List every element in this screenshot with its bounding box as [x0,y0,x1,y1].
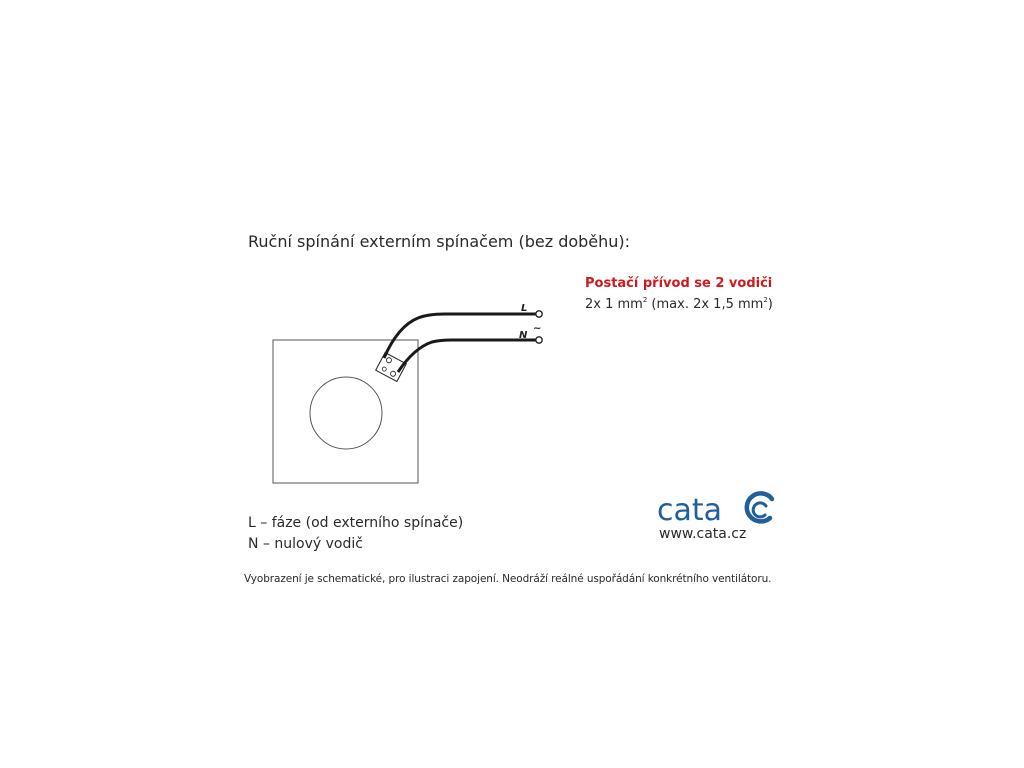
legend-n: N – nulový vodič [248,536,363,552]
wire-n [398,340,536,372]
spec-exponent-1: 2 [642,296,648,304]
wire-l [384,314,536,358]
fan-impeller-circle [310,377,382,449]
spec-main: 2x 1 mm [585,297,643,312]
terminal-l-label: L [521,303,528,314]
cata-url[interactable]: www.cata.cz [659,526,747,542]
supply-heading: Postačí přívod se 2 vodiči [585,276,773,291]
terminal-n-label: N [519,330,528,341]
spec-exponent-2: 2 [763,296,768,304]
terminal-n-end [536,337,542,343]
disclaimer: Vyobrazení je schematické, pro ilustraci zapojení. Neodráží reálné uspořádání konkrétního ventilátoru. [244,573,772,585]
spec-mid: (max. 2x 1,5 mm [647,297,764,312]
ac-symbol: ~ [533,323,542,334]
legend-l: L – fáze (od externího spínače) [248,515,464,531]
diagram-title: Ruční spínání externím spínačem (bez doběhu): [248,232,631,251]
cata-logo-icon [747,493,772,521]
supply-spec [585,296,773,312]
cata-logo-text: cata [657,493,723,528]
spec-end: ) [767,297,773,312]
terminal-l-end [536,311,542,317]
